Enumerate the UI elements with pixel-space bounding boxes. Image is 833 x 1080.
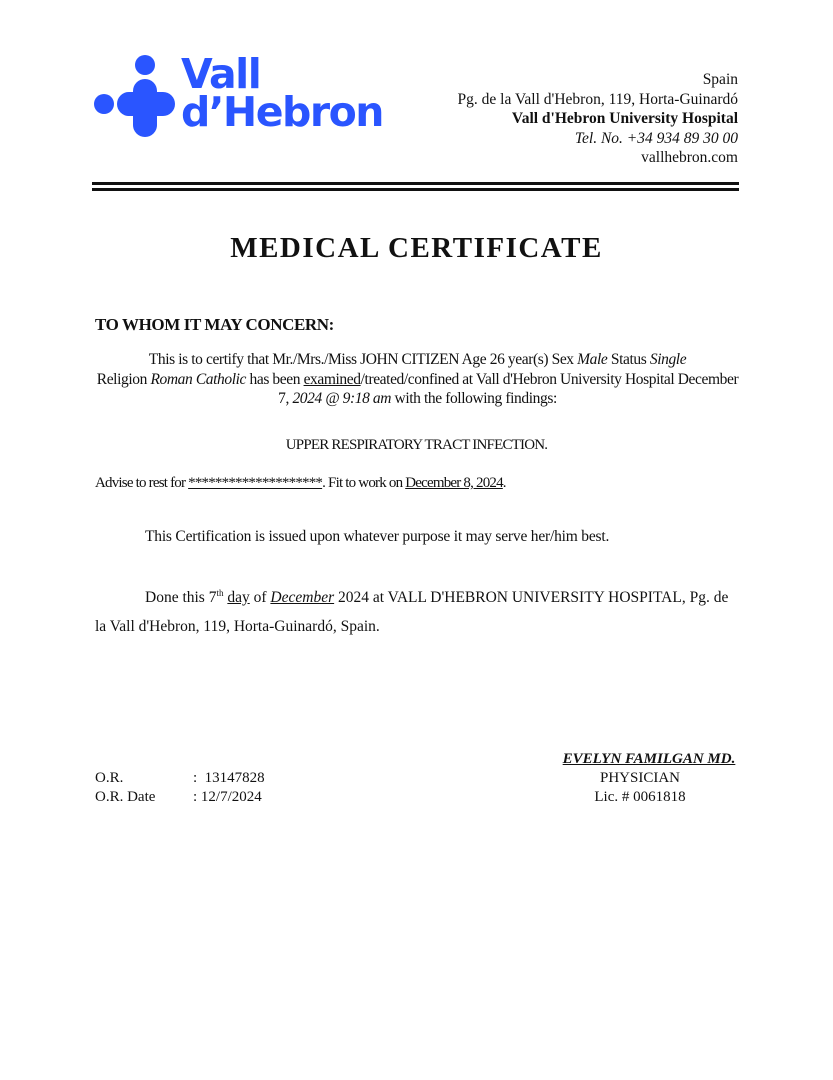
certify-text: Status <box>607 351 650 368</box>
or-date-label: O.R. Date <box>95 789 156 805</box>
certify-text: has been <box>246 370 304 388</box>
advise-line <box>95 475 506 492</box>
certify-text: Religion <box>96 370 151 388</box>
address-website: vallhebron.com <box>641 149 738 166</box>
address-street: Pg. de la Vall d'Hebron, 119, Horta-Guinardó <box>457 90 738 108</box>
logo-line-1: Vall <box>181 50 261 98</box>
certify-text: /treated/confined at Vall d'Hebron University Hospital December 7, <box>278 370 739 407</box>
fit-to-work-date: December 8, 2024 <box>405 475 503 491</box>
physician-name: EVELYN FAMILGAN MD. <box>562 751 736 767</box>
patient-sex: Male <box>577 351 608 368</box>
salutation: TO WHOM IT MAY CONCERN: <box>95 315 334 334</box>
rest-period: ******************** <box>188 475 323 491</box>
plus-with-dots-logo-icon <box>94 55 180 140</box>
advise-text: . <box>502 475 506 491</box>
logo-wordmark <box>181 50 383 136</box>
issuance-statement: This Certification is issued upon whatever purpose it may serve her/him best. <box>145 528 610 545</box>
hospital-logo <box>94 50 394 140</box>
done-text: 2024 at VALL D'HEBRON UNIVERSITY HOSPITAL, Pg. de la Vall d'Hebron, 119, Horta-Guinardó, Spain. <box>95 589 729 635</box>
certification-paragraph <box>95 350 740 409</box>
or-label: O.R. <box>95 770 124 786</box>
advise-text: . Fit to work on <box>322 475 406 491</box>
address-country: Spain <box>702 71 738 88</box>
certify-text: with the following findings: <box>391 390 557 407</box>
advise-text: Advise to rest for <box>95 475 189 491</box>
patient-status: Single <box>649 351 687 368</box>
physician-license: Lic. # 0061818 <box>594 789 686 805</box>
or-date-value: : 12/7/2024 <box>193 789 262 805</box>
day-word: day <box>227 589 250 606</box>
header-divider-bottom <box>92 188 739 191</box>
logo-line-2: d’Hebron <box>181 88 383 136</box>
document-title: MEDICAL CERTIFICATE <box>230 232 603 264</box>
header-divider-top <box>92 182 739 185</box>
patient-religion: Roman Catholic <box>150 370 247 388</box>
done-text: of <box>249 589 271 606</box>
physician-role: PHYSICIAN <box>599 770 680 786</box>
done-paragraph <box>95 583 740 641</box>
or-date-row <box>95 788 265 807</box>
signature-block <box>520 750 760 807</box>
done-month: December <box>270 589 335 606</box>
certify-text: This is to certify that Mr./Mrs./Miss JOHN CITIZEN Age 26 year(s) Sex <box>148 351 578 368</box>
diagnosis-finding: UPPER RESPIRATORY TRACT INFECTION. <box>285 437 548 453</box>
examined-word: examined <box>303 370 361 388</box>
address-phone: Tel. No. +34 934 89 30 00 <box>574 129 738 147</box>
done-text: Done this 7 <box>145 589 217 606</box>
exam-datetime: 2024 @ 9:18 am <box>292 390 392 407</box>
official-receipt-block <box>95 769 265 807</box>
address-block <box>458 70 738 168</box>
ordinal-suffix: th <box>216 588 224 598</box>
address-institution: Vall d'Hebron University Hospital <box>511 110 738 127</box>
or-row <box>95 769 265 788</box>
or-value: : 13147828 <box>193 770 265 786</box>
